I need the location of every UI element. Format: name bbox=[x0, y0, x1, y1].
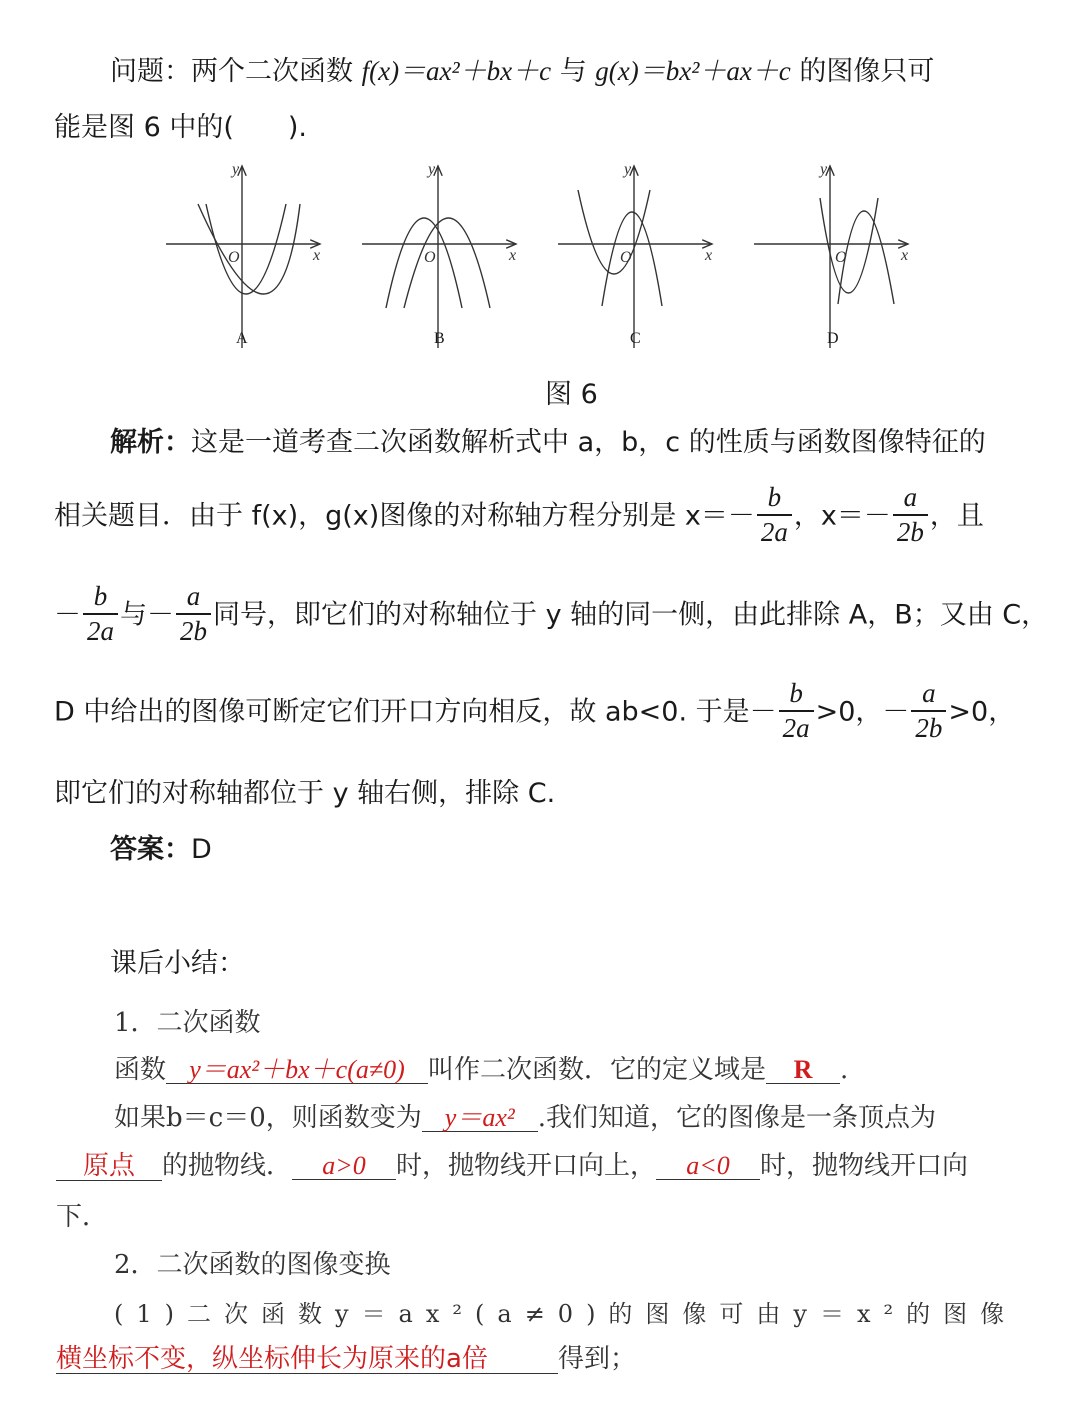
origin-label-a: O bbox=[228, 249, 240, 266]
summary-1-paragraph-3: 原点 的抛物线． a>0 时，抛物线开口向上， a<0 时，抛物线开口向 bbox=[56, 1152, 968, 1181]
analysis-line-2: 相关题目．由于 f(x)，g(x)图像的对称轴方程分别是 x＝－ $\frac{b}{2a}$ ，x＝－ $\frac{a}{2b}$ ，且 bbox=[54, 482, 984, 547]
fill-in-simplified-function: y＝ax² bbox=[422, 1104, 538, 1132]
axis-y-label-b: y bbox=[428, 161, 436, 178]
fill-in-opens-up: a>0 bbox=[292, 1152, 396, 1180]
option-c-label: C bbox=[630, 330, 641, 347]
graph-b bbox=[362, 166, 516, 348]
axis-y-label-a: y bbox=[232, 161, 240, 178]
summary-2-paragraph-2: 横坐标不变，纵坐标伸长为原来的a倍 得到； bbox=[56, 1344, 637, 1374]
summary-title: 课后小结： bbox=[110, 948, 245, 979]
fill-in-transformation: 横坐标不变，纵坐标伸长为原来的a倍 bbox=[56, 1346, 558, 1374]
axis-x-label-b: x bbox=[509, 247, 517, 264]
fraction-b-over-2a: $\frac{b}{2a}$ bbox=[757, 484, 792, 546]
fraction-a-over-2b-2: $\frac{a}{2b}$ bbox=[176, 583, 211, 645]
answer-line bbox=[110, 836, 212, 863]
summary-1-paragraph-4: 下． bbox=[56, 1202, 109, 1232]
fill-in-vertex: 原点 bbox=[56, 1153, 162, 1181]
answer-value: D bbox=[191, 834, 212, 865]
summary-1-paragraph-1: 函数 y＝ax²＋bx＋c(a≠0) 叫作二次函数．它的定义域是 R . bbox=[114, 1055, 849, 1085]
graph-d bbox=[754, 166, 908, 348]
summary-2-heading: 2．二次函数的图像变换 bbox=[114, 1250, 391, 1280]
fraction-a-over-2b: $\frac{a}{2b}$ bbox=[893, 484, 928, 546]
summary-2-paragraph-1: (1)二次函数y＝ax²(a≠0)的图像可由y＝x²的图像 bbox=[114, 1300, 1018, 1328]
fraction-a-over-2b-3: $\frac{a}{2b}$ bbox=[911, 680, 946, 742]
axis-y-label-c: y bbox=[624, 161, 632, 178]
analysis-line-3: － $\frac{b}{2a}$ 与－ $\frac{a}{2b}$ 同号，即它们的对称轴位于 y 轴的同一侧，由此排除 A，B；又由 C， bbox=[54, 581, 1049, 646]
axis-x-label-a: x bbox=[313, 247, 321, 264]
origin-label-b: O bbox=[424, 249, 436, 266]
analysis-label: 解析： bbox=[110, 427, 191, 458]
f-definition: f(x)＝ax²＋bx＋c bbox=[361, 56, 552, 86]
axis-x-label-c: x bbox=[705, 247, 713, 264]
question-label: 问题： bbox=[110, 56, 191, 87]
g-definition: g(x)＝bx²＋ax＋c bbox=[595, 56, 791, 86]
analysis-line-5: 即它们的对称轴都位于 y 轴右侧，排除 C. bbox=[54, 778, 556, 809]
fill-in-function-form: y＝ax²＋bx＋c(a≠0) bbox=[166, 1056, 428, 1084]
analysis-line-1: 解析：这是一道考查二次函数解析式中 a，b，c 的性质与函数图像特征的 bbox=[110, 427, 986, 458]
summary-1-paragraph-2: 如果b＝c＝0，则函数变为 y＝ax² .我们知道，它的图像是一条顶点为 bbox=[114, 1103, 937, 1133]
origin-label-c: O bbox=[620, 249, 632, 266]
question-line-1: 问题：两个二次函数 f(x)＝ax²＋bx＋c 与 g(x)＝bx²＋ax＋c 的图像只可 bbox=[110, 56, 935, 87]
option-b-label: B bbox=[434, 330, 445, 347]
axis-x-label-d: x bbox=[901, 247, 909, 264]
question-line-2: 能是图 6 中的( ). bbox=[54, 112, 307, 143]
summary-1-heading: 1．二次函数 bbox=[114, 1008, 261, 1038]
fraction-b-over-2a-3: $\frac{b}{2a}$ bbox=[779, 680, 814, 742]
fill-in-domain: R bbox=[766, 1056, 840, 1084]
fill-in-opens-down: a<0 bbox=[656, 1152, 760, 1180]
figure-6-graphs bbox=[158, 158, 928, 358]
axis-y-label-d: y bbox=[820, 161, 828, 178]
graph-c bbox=[558, 166, 712, 348]
analysis-line-4: D 中给出的图像可断定它们开口方向相反，故 ab<0. 于是－ $\frac{b}{2a}$ >0，－ $\frac{a}{2b}$ >0， bbox=[54, 678, 1016, 743]
fraction-b-over-2a-2: $\frac{b}{2a}$ bbox=[83, 583, 118, 645]
answer-label: 答案： bbox=[110, 834, 191, 865]
option-a-label: A bbox=[236, 330, 248, 347]
figure-caption: 图 6 bbox=[545, 379, 598, 410]
origin-label-d: O bbox=[835, 249, 847, 266]
option-d-label: D bbox=[827, 330, 839, 347]
graph-a bbox=[166, 166, 320, 348]
